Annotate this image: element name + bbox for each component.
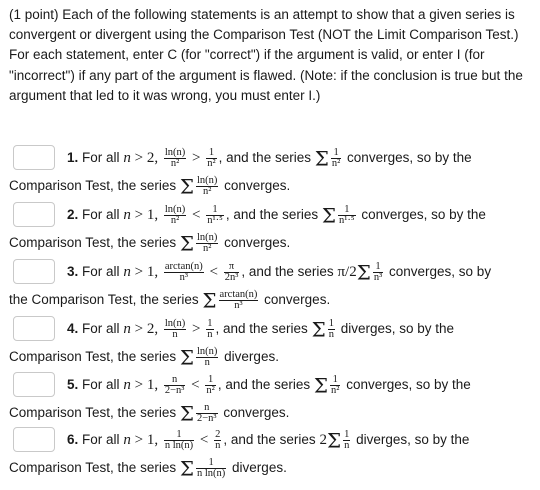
for-all-text: For all (82, 150, 120, 165)
relation-operator: < (191, 377, 200, 393)
sigma-symbol: Σ (179, 231, 194, 256)
condition-value: 1, (146, 377, 159, 393)
question-number: 5. (67, 377, 79, 392)
answer-input[interactable] (13, 259, 55, 284)
rhs-fraction (206, 148, 216, 169)
conclusion-fraction (219, 290, 259, 311)
rhs-numerator: π (224, 262, 240, 273)
series-fraction (331, 148, 341, 169)
conclusion-fraction (196, 458, 226, 479)
series-denominator: n² (331, 384, 340, 396)
series-claim: converges, so by the (347, 150, 472, 165)
conclusion-numerator: 1 (196, 458, 226, 469)
series-numerator: 1 (344, 428, 350, 440)
answer-input[interactable] (13, 372, 55, 397)
question-number: 4. (67, 321, 79, 336)
rhs-denominator: n¹·⁵ (207, 214, 223, 226)
rhs-denominator: n² (206, 384, 215, 396)
series-numerator: 1 (338, 205, 356, 216)
condition-variable: n (123, 264, 131, 280)
statement-line-1 (67, 204, 486, 226)
sigma-symbol: Σ (179, 174, 194, 199)
for-all-text: For all (82, 207, 120, 222)
condition-operator: > (134, 150, 144, 166)
statement-line-2 (9, 289, 330, 311)
statement-line-1 (67, 261, 491, 283)
sigma-symbol: Σ (311, 317, 326, 342)
series-numerator: 1 (331, 148, 341, 159)
conclusion-fraction (196, 233, 218, 254)
conclusion-fraction (196, 176, 218, 197)
conclusion-denominator: n² (202, 185, 212, 197)
conclusion-denominator: n³ (234, 299, 243, 311)
relation-operator: > (192, 150, 201, 166)
rhs-numerator: 1 (206, 205, 224, 216)
lhs-numerator: ln(n) (164, 203, 186, 215)
conclusion-claim: converges. (224, 178, 291, 193)
condition-variable: n (123, 377, 131, 393)
and-series-text: , and the series (225, 207, 319, 222)
relation-operator: > (192, 321, 201, 337)
conclusion-denominator: n ln(n) (196, 467, 226, 479)
series-fraction (330, 375, 340, 396)
lhs-denominator: n³ (179, 271, 188, 283)
answer-input[interactable] (13, 427, 55, 452)
and-series-text: , and the series (223, 432, 316, 447)
statement-line-2 (9, 346, 279, 368)
condition-variable: n (123, 207, 131, 223)
condition-value: 1, (146, 207, 159, 223)
and-series-text: , and the series (217, 377, 311, 392)
conclusion-claim: diverges. (224, 349, 279, 364)
conclusion-claim: converges. (223, 405, 290, 420)
statement-line-2 (9, 457, 287, 479)
for-all-text: For all (82, 264, 120, 279)
condition-value: 2, (146, 150, 159, 166)
sigma-symbol: Σ (321, 203, 337, 228)
statement-line-1 (67, 147, 472, 169)
series-denominator: n² (331, 157, 341, 169)
series-fraction (373, 262, 383, 283)
series-denominator: n¹·⁵ (339, 214, 355, 226)
comparison-test-text: Comparison Test, the series (9, 178, 177, 193)
conclusion-claim: diverges. (232, 460, 287, 475)
lhs-fraction (164, 262, 204, 283)
rhs-numerator: 2 (215, 428, 221, 440)
lhs-numerator: ln(n) (164, 146, 186, 158)
conclusion-fraction (196, 347, 218, 368)
for-all-text: For all (82, 321, 120, 336)
rhs-fraction (206, 319, 213, 340)
comparison-test-text: Comparison Test, the series (9, 235, 177, 250)
sigma-symbol: Σ (356, 260, 371, 285)
and-series-text: , and the series (215, 321, 308, 336)
lhs-fraction (164, 375, 186, 396)
lhs-fraction (164, 148, 186, 169)
comparison-test-text: Comparison Test, the series (9, 405, 177, 420)
rhs-fraction (206, 205, 224, 226)
conclusion-numerator: arctan(n) (219, 288, 258, 300)
condition-value: 1, (146, 432, 159, 448)
series-denominator: n (344, 439, 350, 451)
rhs-numerator: 1 (206, 148, 216, 159)
sigma-symbol: Σ (326, 428, 342, 453)
answer-input[interactable] (13, 202, 55, 227)
lhs-fraction (164, 319, 186, 340)
question-number: 6. (67, 432, 79, 447)
lhs-numerator: arctan(n) (164, 260, 203, 272)
statement-line-1 (67, 318, 454, 340)
lhs-numerator: 1 (164, 430, 194, 441)
series-denominator: n (328, 328, 334, 340)
rhs-denominator: n (207, 328, 213, 340)
problem-instructions: (1 point) Each of the following statements is an attempt to show that a given series is convergent or divergent using the Comparison Test (NOT the Limit Comparison Test.) For each statement, enter C (for "correct") if the argument is valid, or enter I (for "incorrect") if any part of the argument is flawed. (Note: if the conclusion is true but the argument that led to it was wrong, you must enter I.) (9, 7, 523, 103)
statement-line-1 (67, 374, 471, 396)
rhs-denominator: 2n³ (224, 271, 239, 283)
series-claim: converges, so by (389, 264, 492, 279)
question-number: 3. (67, 264, 79, 279)
lhs-denominator: n² (170, 214, 180, 226)
conclusion-claim: converges. (264, 292, 331, 307)
answer-input[interactable] (13, 145, 55, 170)
rhs-fraction (205, 375, 215, 396)
relation-operator: < (199, 432, 209, 448)
rhs-fraction (214, 430, 221, 451)
conclusion-denominator: n (204, 356, 210, 368)
for-all-text: For all (82, 377, 120, 392)
condition-operator: > (134, 377, 144, 393)
rhs-numerator: 1 (205, 375, 215, 386)
conclusion-denominator: 2−n³ (196, 412, 217, 424)
comparison-test-text: the Comparison Test, the series (9, 292, 199, 307)
condition-operator: > (134, 264, 144, 280)
series-claim: diverges, so by the (356, 432, 470, 447)
comparison-test-text: Comparison Test, the series (9, 460, 177, 475)
sigma-symbol: Σ (179, 345, 194, 370)
sigma-symbol: Σ (314, 146, 329, 171)
series-claim: converges, so by the (361, 207, 486, 222)
relation-operator: < (209, 264, 218, 280)
condition-value: 1, (146, 264, 159, 280)
lhs-numerator: ln(n) (164, 317, 186, 329)
statement-line-1 (67, 429, 469, 451)
comparison-test-text: Comparison Test, the series (9, 349, 177, 364)
sigma-symbol: Σ (313, 373, 329, 398)
rhs-denominator: n² (207, 157, 216, 169)
rhs-denominator: n (215, 439, 221, 451)
series-fraction (338, 205, 356, 226)
answer-input[interactable] (13, 316, 55, 341)
lhs-fraction (164, 205, 186, 226)
conclusion-numerator: ln(n) (196, 174, 218, 186)
series-numerator: 1 (330, 375, 340, 386)
condition-operator: > (134, 432, 144, 448)
sigma-symbol: Σ (179, 456, 194, 481)
question-number: 2. (67, 207, 79, 222)
statement-line-2 (9, 175, 290, 197)
conclusion-numerator: ln(n) (196, 345, 218, 357)
rhs-fraction (224, 262, 240, 283)
lhs-denominator: n (172, 328, 178, 340)
condition-variable: n (123, 150, 131, 166)
statement-line-2 (9, 402, 289, 424)
conclusion-numerator: ln(n) (196, 231, 218, 243)
condition-value: 2, (146, 321, 159, 337)
series-claim: converges, so by the (346, 377, 471, 392)
sigma-symbol: Σ (179, 401, 194, 426)
series-coefficient: π/2 (337, 264, 357, 280)
series-fraction (328, 319, 335, 340)
condition-variable: n (123, 432, 131, 448)
condition-operator: > (134, 321, 144, 337)
lhs-denominator: 2−n³ (164, 384, 185, 396)
for-all-text: For all (82, 432, 120, 447)
rhs-numerator: 1 (207, 317, 213, 329)
statement-line-2 (9, 232, 290, 254)
and-series-text: , and the series (218, 150, 311, 165)
conclusion-denominator: n² (202, 242, 212, 254)
and-series-text: , and the series (241, 264, 334, 279)
series-coefficient: 2 (319, 432, 327, 448)
condition-operator: > (134, 207, 144, 223)
conclusion-fraction (196, 403, 218, 424)
series-denominator: n³ (373, 271, 383, 283)
relation-operator: < (192, 207, 201, 223)
lhs-denominator: n² (170, 157, 180, 169)
series-numerator: 1 (328, 317, 334, 329)
sigma-symbol: Σ (202, 288, 217, 313)
conclusion-claim: converges. (224, 235, 291, 250)
series-claim: diverges, so by the (340, 321, 455, 336)
lhs-numerator: n (164, 375, 186, 386)
lhs-denominator: n ln(n) (164, 439, 194, 451)
condition-variable: n (123, 321, 131, 337)
conclusion-numerator: n (196, 403, 218, 414)
series-fraction (343, 430, 350, 451)
series-numerator: 1 (373, 262, 383, 273)
question-number: 1. (67, 150, 79, 165)
lhs-fraction (164, 430, 194, 451)
